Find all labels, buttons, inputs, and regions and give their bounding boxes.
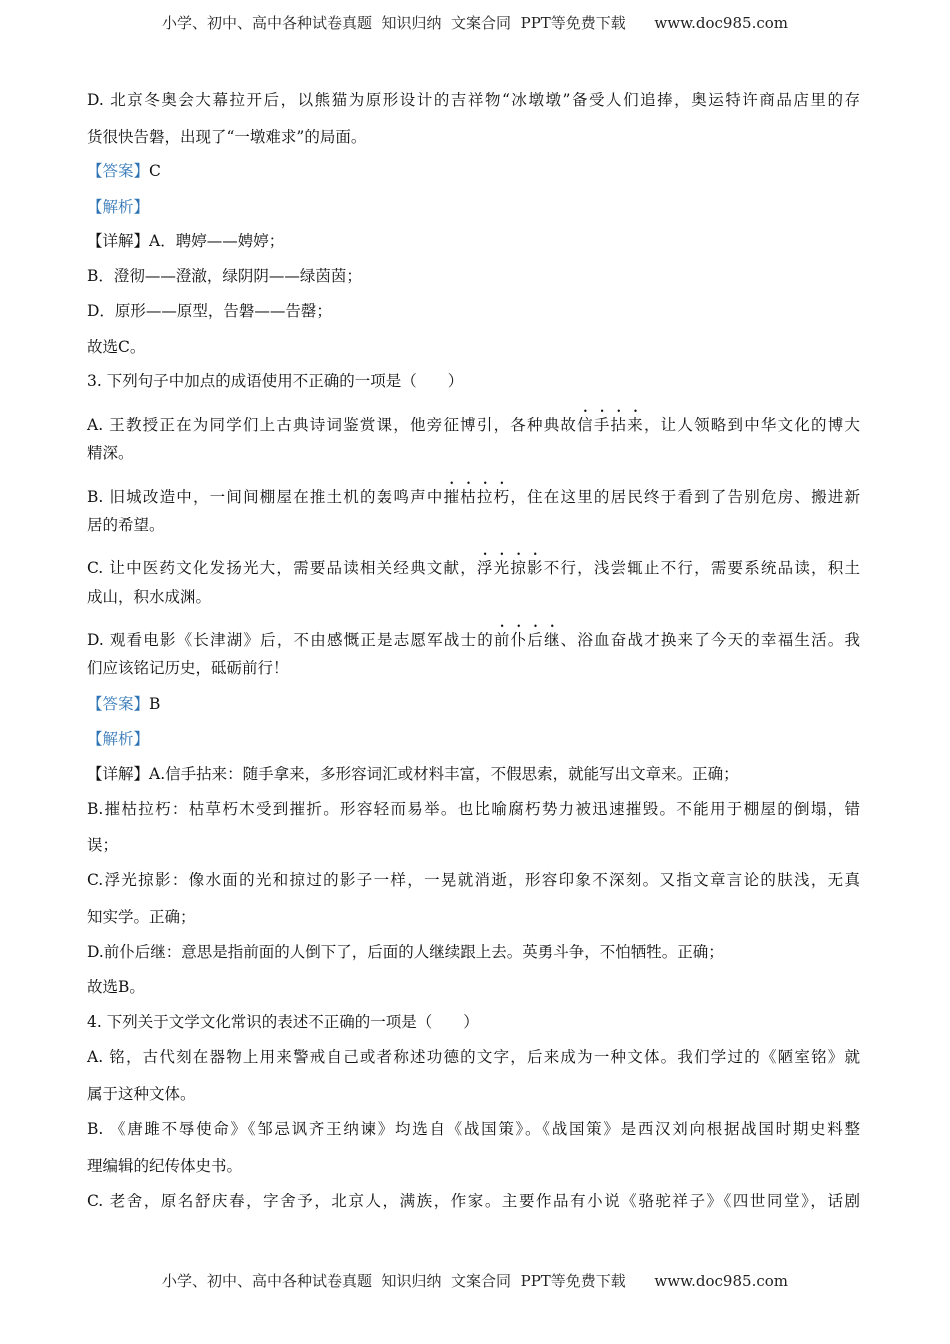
answer-value: B — [149, 695, 161, 713]
option-a-line-2: 属于这种文体。 — [87, 1085, 196, 1103]
answer-label: 【答案】 — [87, 695, 150, 713]
emphasized-idiom: 前仆后继 — [493, 631, 561, 649]
detail-line-b: B．澄彻——澄澈，绿阴阴——绿茵茵； — [87, 267, 362, 285]
detail-line-a — [87, 764, 860, 784]
text: ，住在这里的居民终于看到了告别危房、搬进新 — [510, 488, 860, 506]
option-a-line-2: 精深。 — [87, 444, 134, 462]
text: 、浴血奋战才换来了今天的幸福生活。我 — [560, 631, 860, 649]
option-c-line-1: C. 老舍，原名舒庆春，字舍予，北京人，满族，作家。主要作品有小说《骆驼祥子》《四世同堂》，话剧 — [87, 1192, 860, 1210]
conclusion: 故选B。 — [87, 978, 145, 996]
option-c-line-1 — [87, 550, 860, 578]
answer-line — [87, 694, 860, 714]
option-b-line-1 — [87, 479, 860, 507]
analysis-label: 【解析】 — [87, 198, 150, 216]
analysis-label: 【解析】 — [87, 730, 150, 748]
detail-line-d: D．原形——原型，告磐——告罄； — [87, 302, 332, 320]
text: C. 让中医药文化发扬光大，需要品读相关经典文献， — [87, 559, 477, 577]
option-d-line-2: 货很快告磐，出现了“一墩难求”的局面。 — [87, 128, 367, 146]
answer-label: 【答案】 — [87, 162, 150, 180]
answer-value: C — [149, 162, 161, 180]
option-b-line-2: 居的希望。 — [87, 516, 165, 534]
text: A. 王教授正在为同学们上古典诗词鉴赏课，他旁征博引，各种典故 — [87, 416, 578, 434]
detail-line-b-1: B.摧枯拉朽：枯草朽木受到摧折。形容轻而易举。也比喻腐朽势力被迅速摧毁。不能用于棚屋的倒塌，错 — [87, 800, 860, 818]
detail-line-b-2: 误； — [87, 836, 119, 854]
option-d-line-1: D. 北京冬奥会大幕拉开后，以熊猫为原形设计的吉祥物“冰墩墩”备受人们追捧，奥运特许商品店里的存 — [87, 91, 860, 109]
page-footer: 小学、初中、高中各种试卷真题 知识归纳 文案合同 PPT等免费下载 www.doc985.com — [161, 1272, 788, 1290]
page-header: 小学、初中、高中各种试卷真题 知识归纳 文案合同 PPT等免费下载 www.doc985.com — [161, 14, 788, 32]
answer-line — [87, 161, 860, 181]
option-d-line-2: 们应该铭记历史，砥砺前行！ — [87, 659, 289, 677]
detail-line-a — [87, 231, 860, 251]
detail-label: 【详解】 — [87, 232, 150, 250]
emphasized-idiom: 信手拈来 — [577, 416, 644, 434]
detail-line-c-1: C.浮光掠影：像水面的光和掠过的影子一样，一晃就消逝，形容印象不深刻。又指文章言论的肤浅，无真 — [87, 871, 860, 889]
text: D. 观看电影《长津湖》后，不由感慨正是志愿军战士的 — [87, 631, 494, 649]
emphasized-idiom: 浮光掠影 — [476, 559, 544, 577]
conclusion: 故选C。 — [87, 338, 146, 356]
option-d-line-1 — [87, 622, 860, 650]
detail-label: 【详解】 — [87, 765, 150, 783]
text: ，让人领略到中华文化的博大 — [643, 416, 860, 434]
option-b-line-2: 理编辑的纪传体史书。 — [87, 1157, 243, 1175]
detail-text: A．聘婷——娉婷； — [149, 232, 285, 250]
text: B. 旧城改造中，一间间棚屋在推土机的轰鸣声中 — [87, 488, 444, 506]
detail-text: A.信手拈来：随手拿来，多形容词汇或材料丰富，不假思索，就能写出文章来。正确； — [149, 765, 739, 783]
option-c-line-2: 成山，积水成渊。 — [87, 588, 212, 606]
option-a-line-1 — [87, 407, 860, 435]
text: 不行，浅尝辄止不行，需要系统品读，积土 — [543, 559, 860, 577]
emphasized-idiom: 摧枯拉朽 — [443, 488, 511, 506]
detail-line-d: D.前仆后继：意思是指前面的人倒下了，后面的人继续跟上去。英勇斗争，不怕牺牲。正确； — [87, 943, 724, 961]
question-stem: 4. 下列关于文学文化常识的表述不正确的一项是（ ） — [87, 1013, 479, 1031]
question-stem: 3. 下列句子中加点的成语使用不正确的一项是（ ） — [87, 372, 464, 390]
detail-line-c-2: 知实学。正确； — [87, 908, 196, 926]
option-a-line-1: A. 铭，古代刻在器物上用来警戒自己或者称述功德的文字，后来成为一种文体。我们学过的《陋室铭》就 — [87, 1048, 860, 1066]
option-b-line-1: B. 《唐雎不辱使命》《邹忌讽齐王纳谏》均选自《战国策》。《战国策》是西汉刘向根据战国时期史料整 — [87, 1120, 860, 1138]
